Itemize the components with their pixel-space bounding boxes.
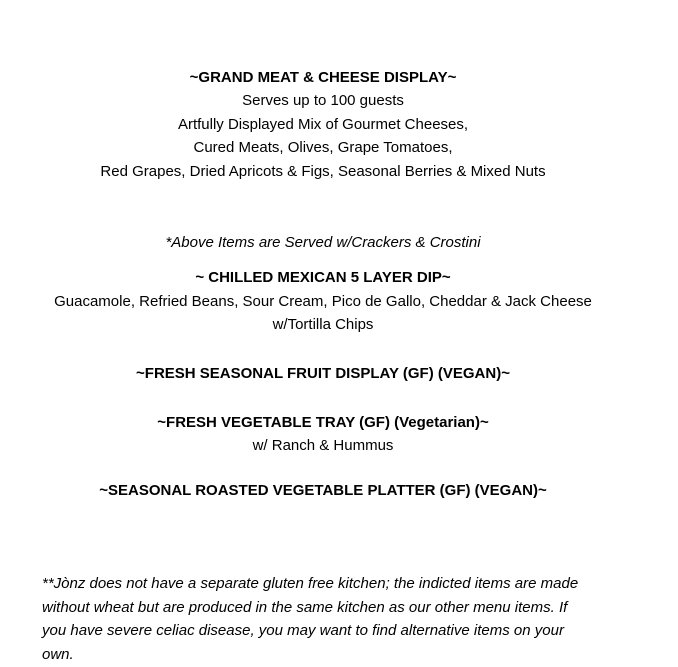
section-vegetable-tray <box>42 411 604 458</box>
mexican-dip-line2: w/Tortilla Chips <box>272 316 374 334</box>
disclaimer-line1: **Jònz does not have a separate gluten free kitchen; the indicted items are made <box>42 575 579 593</box>
disclaimer-line3: you have severe celiac disease, you may want to find alternative items on your <box>42 622 564 640</box>
vegetable-tray-line1: w/ Ranch & Hummus <box>252 437 394 455</box>
grand-display-line2: Cured Meats, Olives, Grape Tomatoes, <box>193 139 453 157</box>
grand-display-title: ~GRAND MEAT & CHEESE DISPLAY~ <box>189 69 457 86</box>
section-mexican-dip <box>42 266 604 336</box>
section-roasted-platter <box>42 479 604 502</box>
disclaimer-line4: own. <box>42 645 74 663</box>
vegetable-tray-title: ~FRESH VEGETABLE TRAY (GF) (Vegetarian)~ <box>157 414 489 432</box>
section-grand-meat-cheese <box>42 66 604 183</box>
grand-display-line3: Red Grapes, Dried Apricots & Figs, Seasonal Berries & Mixed Nuts <box>100 162 546 180</box>
menu-content <box>42 0 604 666</box>
section-fruit-display <box>42 362 604 385</box>
grand-display-line1: Artfully Displayed Mix of Gourmet Cheeses, <box>177 115 469 133</box>
crackers-crostini-note: *Above Items are Served w/Crackers & Crostini <box>165 234 481 252</box>
gluten-free-disclaimer <box>42 572 604 666</box>
disclaimer-line2: without wheat but are produced in the same kitchen as our other menu items. If <box>42 598 568 616</box>
mexican-dip-title: ~ CHILLED MEXICAN 5 LAYER DIP~ <box>195 269 451 287</box>
grand-display-serves: Serves up to 100 guests <box>242 92 404 110</box>
roasted-platter-title: ~SEASONAL ROASTED VEGETABLE PLATTER (GF) (VEGAN)~ <box>99 481 547 499</box>
fruit-display-title: ~FRESH SEASONAL FRUIT DISPLAY (GF) (VEGAN)~ <box>136 364 510 382</box>
mexican-dip-line1: Guacamole, Refried Beans, Sour Cream, Pico de Gallo, Cheddar & Jack Cheese <box>54 292 592 310</box>
